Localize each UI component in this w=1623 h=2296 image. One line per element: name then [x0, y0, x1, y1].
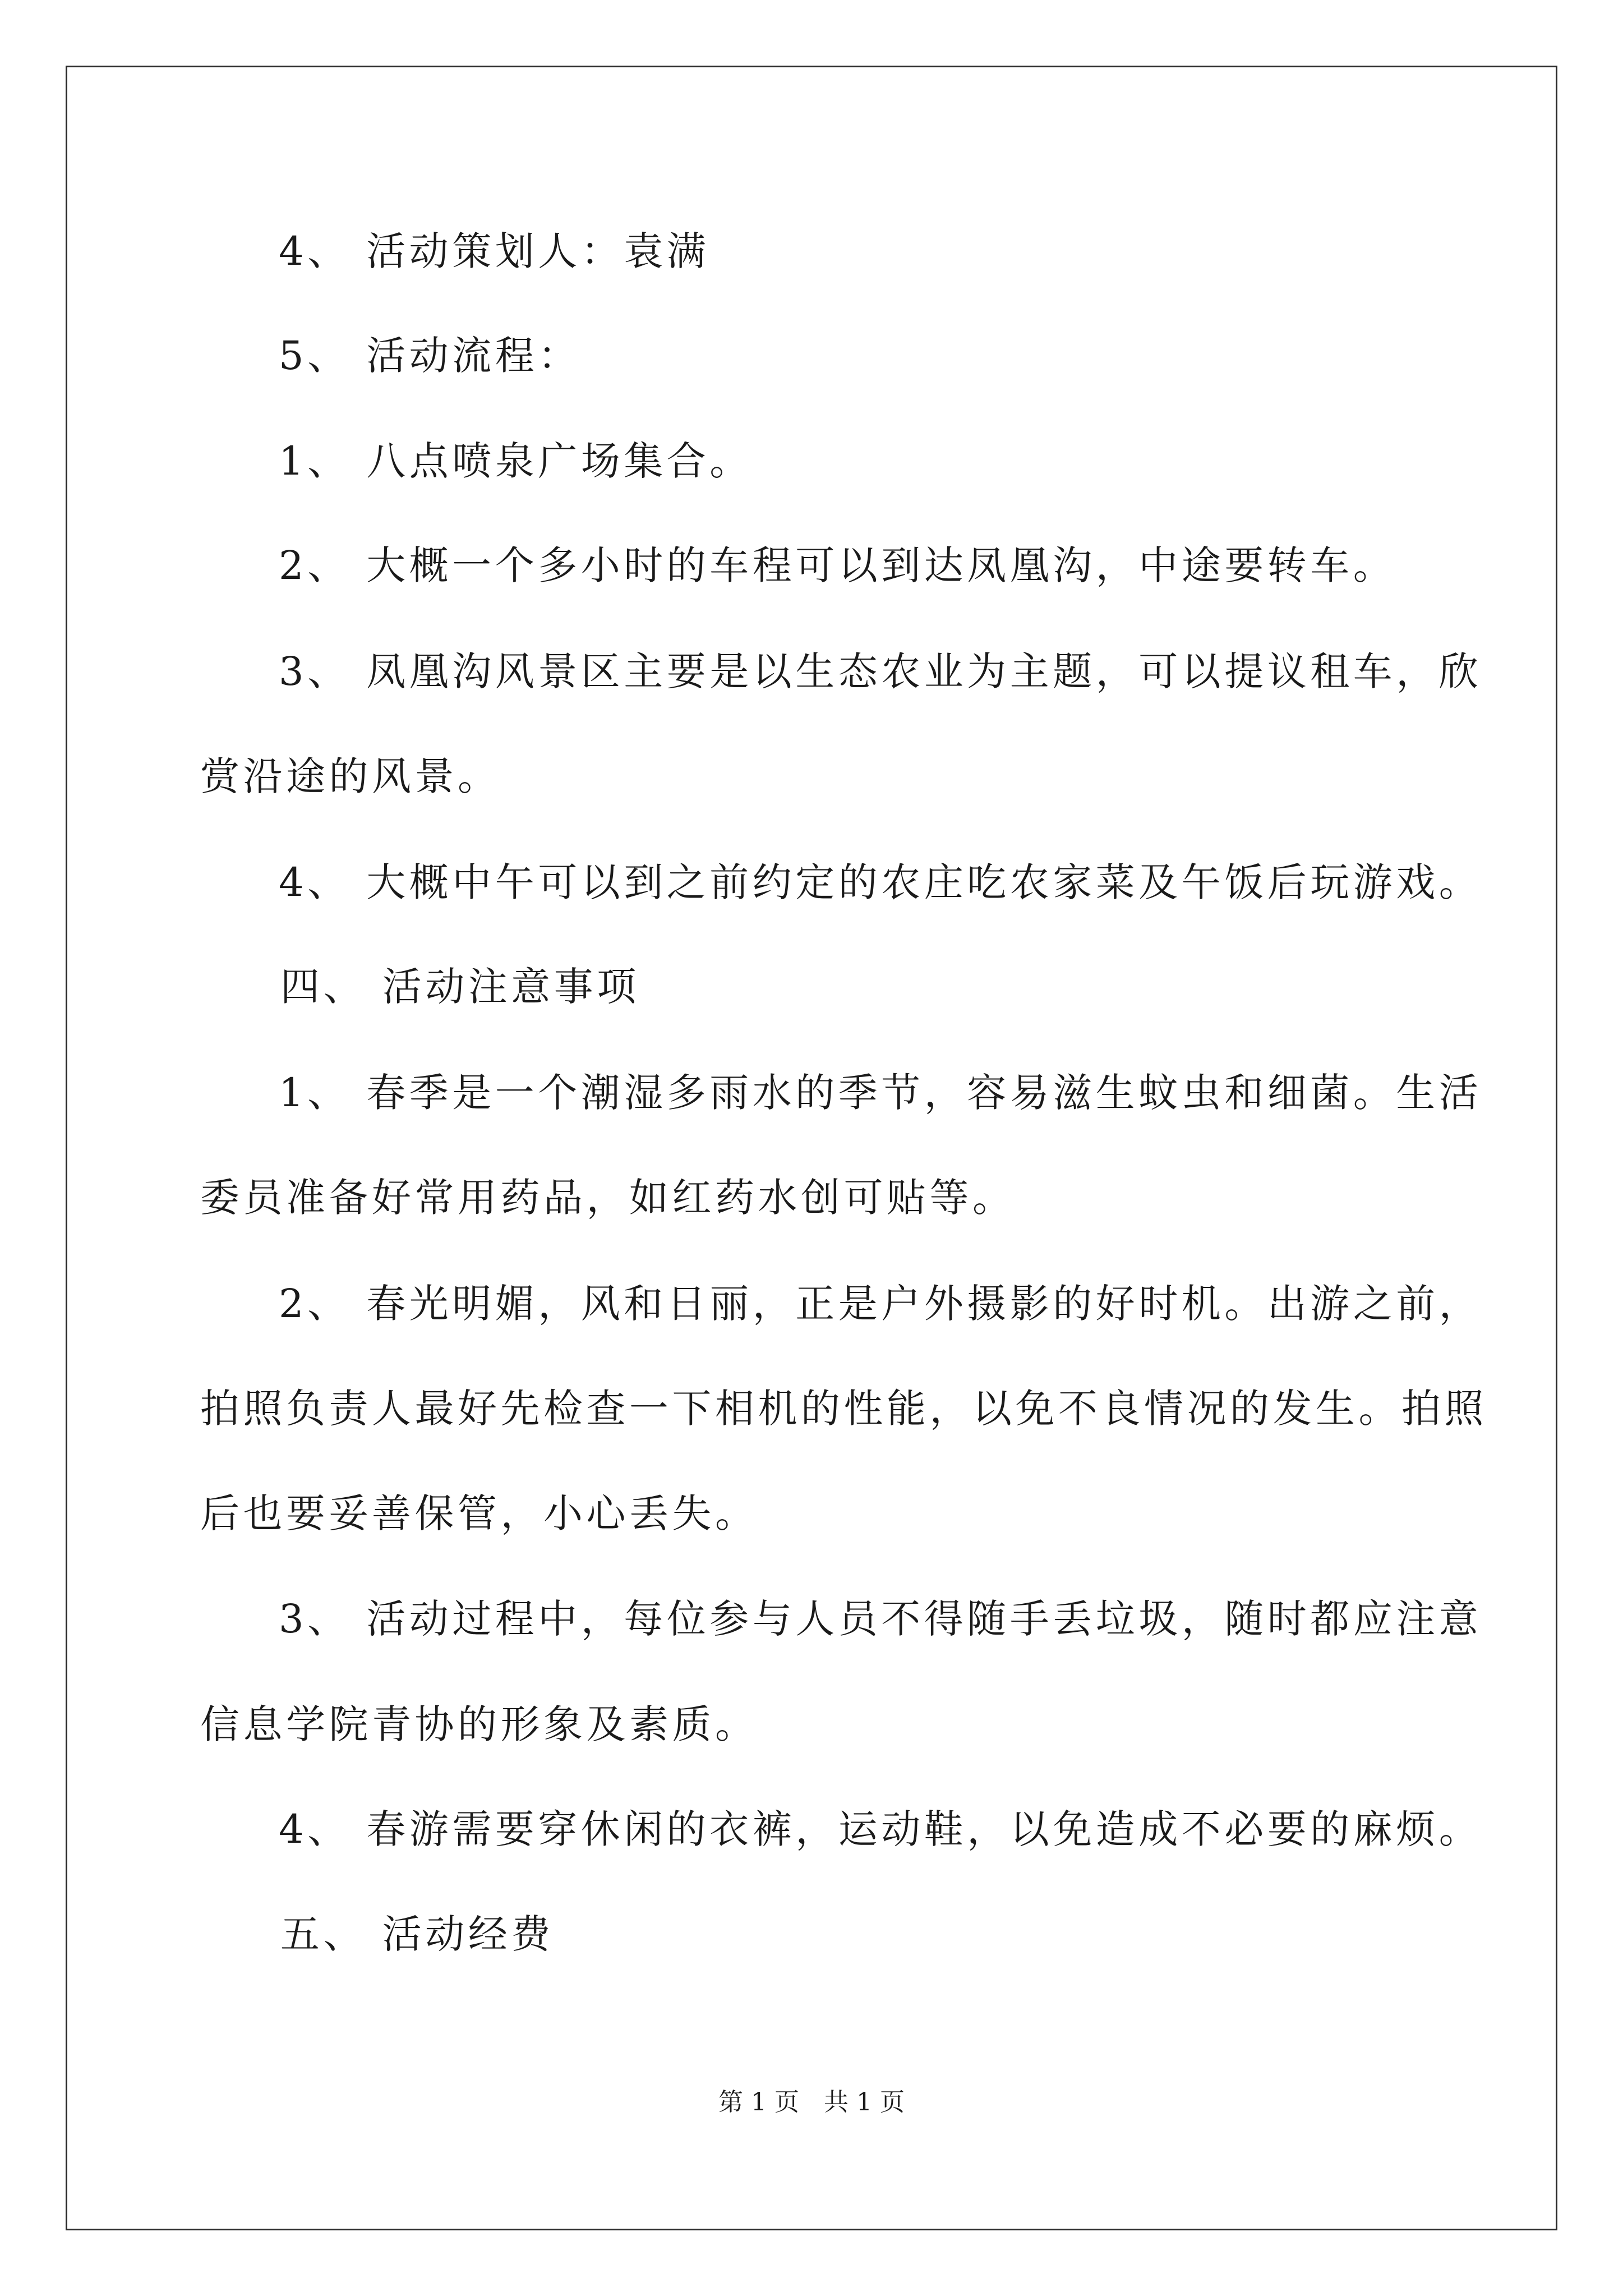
doc-line-note-1: 1、 春季是一个潮湿多雨水的季节，容易滋生蚊虫和细菌。生活 [279, 1070, 1482, 1116]
doc-line-step-3: 3、 凤凰沟风景区主要是以生态农业为主题，可以提议租车，欣 [279, 648, 1482, 694]
doc-line-step-2: 2、 大概一个多小时的车程可以到达凤凰沟，中途要转车。 [279, 542, 1396, 588]
section-heading-budget: 五、 活动经费 [280, 1911, 554, 1957]
section-heading-notes: 四、 活动注意事项 [280, 964, 640, 1010]
doc-line-note-4: 4、 春游需要穿休闲的衣裤，运动鞋，以免造成不必要的麻烦。 [279, 1806, 1482, 1852]
doc-line-note-1-cont: 委员准备好常用药品，如红药水创可贴等。 [200, 1175, 1016, 1221]
doc-line-planner: 4、 活动策划人：袁满 [279, 228, 710, 274]
page-border [66, 66, 1557, 2230]
doc-line-step-3-cont: 赏沿途的风景。 [200, 753, 501, 799]
doc-line-step-1: 1、 八点喷泉广场集合。 [279, 438, 753, 484]
doc-line-note-3-cont: 信息学院青协的形象及素质。 [200, 1701, 758, 1747]
doc-line-note-3: 3、 活动过程中，每位参与人员不得随手丢垃圾，随时都应注意 [279, 1596, 1482, 1642]
doc-line-note-2-cont-2: 后也要妥善保管，小心丢失。 [200, 1490, 758, 1536]
doc-line-step-4: 4、 大概中午可以到之前约定的农庄吃农家菜及午饭后玩游戏。 [279, 859, 1482, 905]
doc-line-note-2-cont-1: 拍照负责人最好先检查一下相机的性能，以免不良情况的发生。拍照 [200, 1386, 1487, 1432]
page-number-footer: 第 1 页 共 1 页 [718, 2088, 905, 2116]
doc-line-process-heading: 5、 活动流程： [279, 333, 581, 379]
doc-line-note-2: 2、 春光明媚，风和日丽，正是户外摄影的好时机。出游之前， [279, 1281, 1482, 1327]
